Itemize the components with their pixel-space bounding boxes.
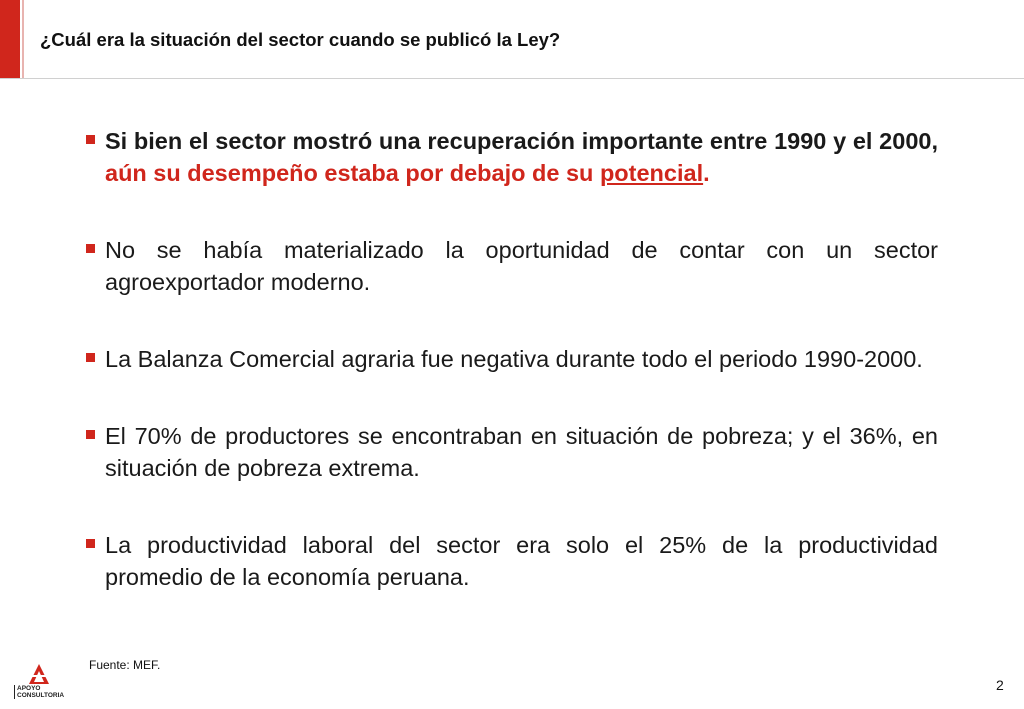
bullet-marker-icon (86, 135, 95, 144)
bullet-marker-icon (86, 244, 95, 253)
bullet-marker-icon (86, 539, 95, 548)
source-note: Fuente: MEF. (89, 658, 161, 672)
page-number: 2 (996, 677, 1004, 693)
company-logo (14, 663, 66, 703)
bullet-text-highlight: aún su desempeño estaba por debajo de su (105, 160, 600, 186)
logo-icon (28, 663, 50, 685)
bullet-text-period: . (703, 160, 710, 186)
bullet-text: No se había materializado la oportunidad de contar con un sector agroexportador moderno. (105, 237, 938, 295)
title-bar (0, 0, 1024, 79)
logo-text: APOYO CONSULTORIA (14, 685, 64, 699)
bullet-list (86, 125, 938, 638)
bullet-marker-icon (86, 430, 95, 439)
bullet-item (86, 420, 938, 484)
bullet-marker-icon (86, 353, 95, 362)
bullet-text-underlined: potencial (599, 160, 704, 186)
slide-title: ¿Cuál era la situación del sector cuando se publicó la Ley? (40, 29, 561, 50)
accent-bar (0, 0, 20, 78)
bullet-item (86, 529, 938, 593)
bullet-item (86, 125, 938, 189)
bullet-text-bold: Si bien el sector mostró una recuperación importante entre 1990 y el 2000, (105, 128, 938, 154)
bullet-text: La productividad laboral del sector era solo el 25% de la productividad promedio de la economía peruana. (105, 532, 938, 590)
bullet-item (86, 343, 938, 375)
bullet-text: La Balanza Comercial agraria fue negativa durante todo el periodo 1990-2000. (105, 346, 923, 372)
bullet-item (86, 234, 938, 298)
bullet-text: El 70% de productores se encontraban en situación de pobreza; y el 36%, en situación de pobreza extrema. (105, 423, 938, 481)
